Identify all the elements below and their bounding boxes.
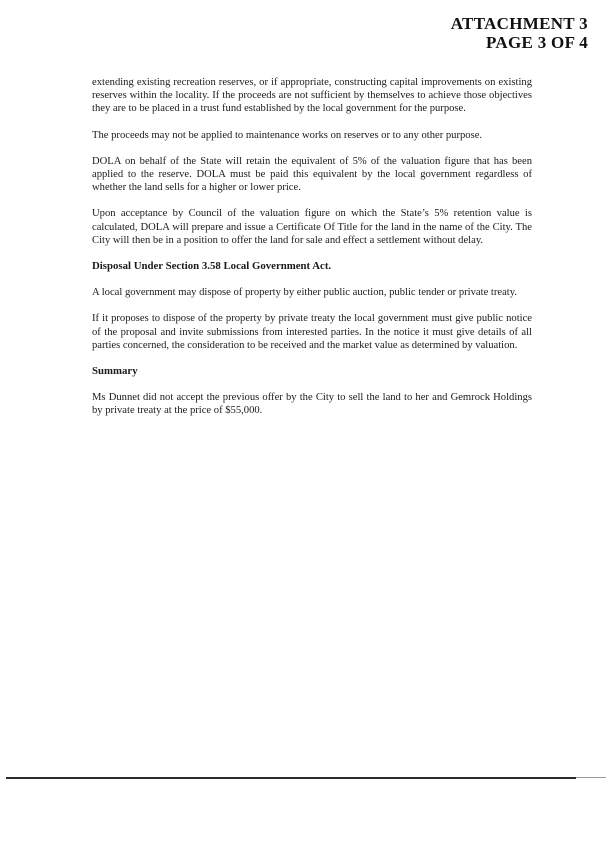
- paragraph-private-treaty: If it proposes to dispose of the property by private treaty the local government must give public notice of the proposal and invite submissions from interested parties. In the notice it must give details of all parties concerned, the consideration to be received and the market value as determined by valuation.: [92, 313, 532, 351]
- paragraph-disposal-methods: A local government may dispose of property by either public auction, public tender or private treaty.: [92, 287, 517, 299]
- paragraph-proceeds-use: extending existing recreation reserves, or if appropriate, constructing capital improvements on existing reserves within the locality. If the proceeds are not sufficient by themselves to achieve those objectives they are to be placed in a trust fund established by the local government for the purpose.: [92, 77, 532, 115]
- document-body: [92, 76, 532, 431]
- paragraph-dola-retention: DOLA on behalf of the State will retain the equivalent of 5% of the valuation figure that has been applied to the reserve. DOLA must be paid this equivalent by the local government regardless of whether the land sells for a higher or lower price.: [92, 155, 532, 194]
- section-heading-disposal: Disposal Under Section 3.58 Local Government Act.: [92, 260, 332, 273]
- paragraph-summary: Ms Dunnet did not accept the previous offer by the City to sell the land to her and Gemrock Holdings by private treaty at the price of $55,000.: [92, 392, 532, 417]
- attachment-header: [451, 14, 588, 52]
- paragraph-certificate-of-title: Upon acceptance by Council of the valuation figure on which the State’s 5% retention value is calculated, DOLA will prepare and issue a Certificate Of Title for the land in the name of the City. The City will then be in a position to offer the land for sale and effect a settlement without delay.: [92, 208, 532, 246]
- attachment-label: ATTACHMENT 3: [450, 14, 588, 33]
- section-heading-summary: Summary: [92, 365, 138, 378]
- page-number: PAGE 3 OF 4: [486, 33, 588, 52]
- paragraph-proceeds-restriction: The proceeds may not be applied to maintenance works on reserves or to any other purpose.: [92, 129, 483, 141]
- footer-divider: [6, 777, 576, 779]
- footer-divider-tail: [576, 777, 606, 778]
